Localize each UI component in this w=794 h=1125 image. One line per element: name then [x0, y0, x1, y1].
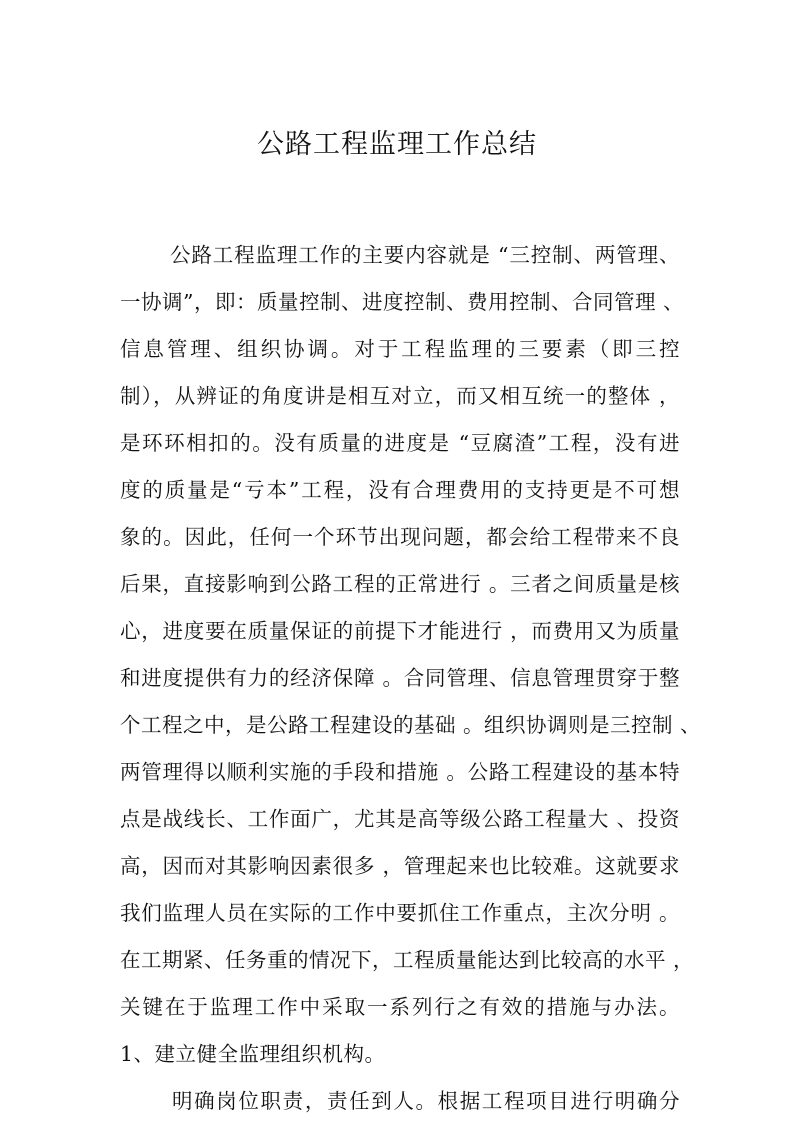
body-line: 两管理得以顺利实施的手段和措施 。公路工程建设的基本特 — [120, 760, 680, 784]
body-line: 公路工程监理工作的主要内容就是 “三控制、两管理、 — [170, 243, 680, 267]
body-line: 一协调”，即：质量控制、进度控制、费用控制、合同管理 、 — [120, 290, 684, 314]
body-line: 是环环相扣的。没有质量的进度是 “豆腐渣”工程，没有进 — [120, 431, 680, 455]
document-body — [120, 232, 702, 1125]
body-line: 高，因而对其影响因素很多 ，管理起来也比较难。这就要求 — [120, 854, 680, 878]
document-title: 公路工程监理工作总结 — [257, 129, 537, 160]
body-line: 关键在于监理工作中采取一系列行之有效的措施与办法。 — [120, 995, 680, 1019]
body-line: 点是战线长、工作面广，尤其是高等级公路工程量大 、投资 — [120, 807, 680, 831]
body-line: 象的。因此，任何一个环节出现问题，都会给工程带来不良 — [120, 525, 680, 549]
body-line: 我们监理人员在实际的工作中要抓住工作重点，主次分明 。 — [120, 901, 680, 925]
body-line: 和进度提供有力的经济保障 。合同管理、信息管理贯穿于整 — [120, 666, 680, 690]
body-line: 信息管理、组织协调。对于工程监理的三要素（即三控 — [120, 337, 680, 361]
body-line: 后果，直接影响到公路工程的正常进行 。三者之间质量是核 — [120, 572, 680, 596]
body-line: 心，进度要在质量保证的前提下才能进行 ，而费用又为质量 — [120, 619, 680, 643]
body-line: 在工期紧、任务重的情况下，工程质量能达到比较高的水平 ， — [120, 948, 695, 972]
body-line: 度的质量是“亏本”工程，没有合理费用的支持更是不可想 — [120, 478, 680, 502]
body-line: 个工程之中，是公路工程建设的基础 。组织协调则是三控制 、 — [120, 713, 702, 737]
section-heading: 1、建立健全监理组织机构。 — [120, 1042, 386, 1066]
body-line: 制），从辨证的角度讲是相互对立，而又相互统一的整体 ， — [120, 384, 680, 408]
body-line: 明确岗位职责，责任到人。根据工程项目进行明确分 — [172, 1089, 680, 1113]
